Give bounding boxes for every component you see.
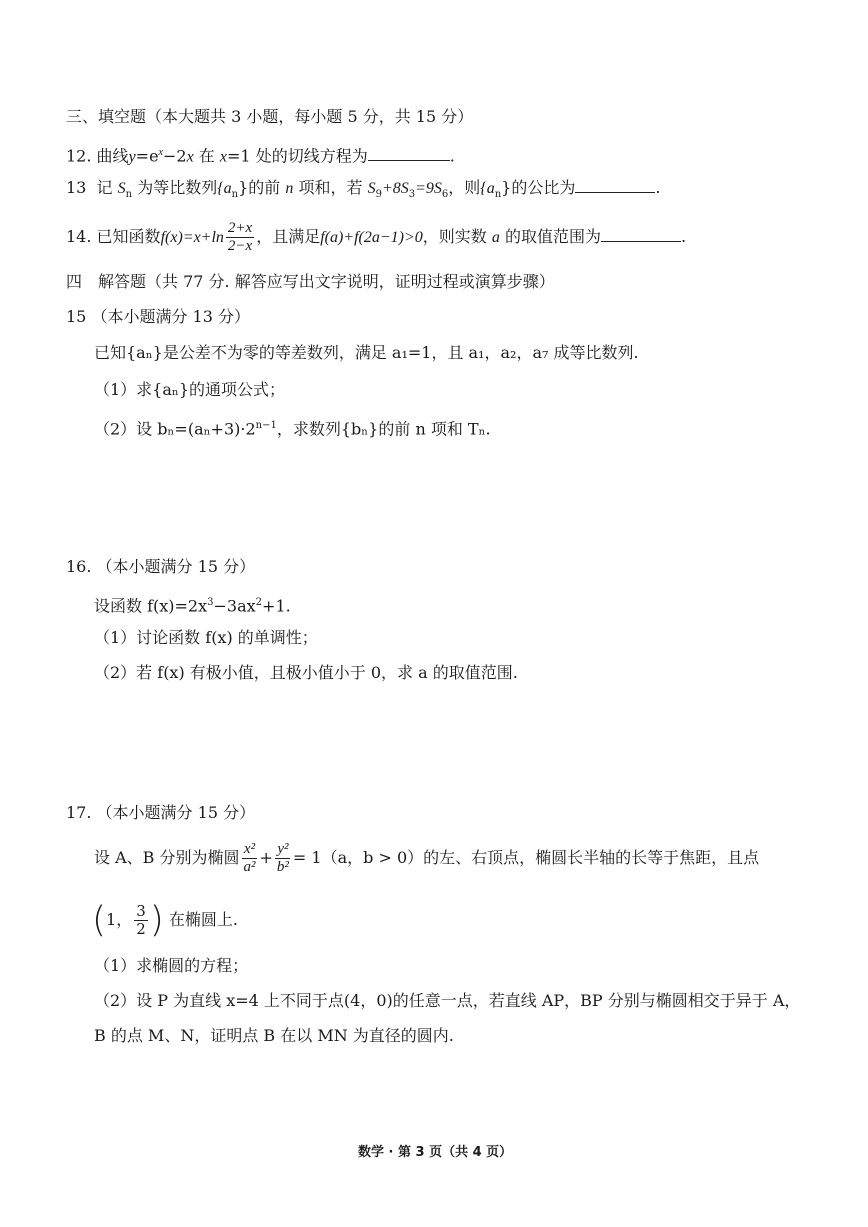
q12-text3: =1 处的切线方程为 bbox=[227, 146, 368, 166]
q13-var: S bbox=[117, 180, 126, 197]
q17-score: （本小题满分 15 分） bbox=[96, 803, 256, 822]
q14-text2: ，且满足 bbox=[256, 227, 321, 246]
q13-s6-sub: 6 bbox=[441, 189, 449, 201]
q15-part2-sup: n−1 bbox=[255, 420, 277, 431]
q14-frac-num: 2+x bbox=[227, 220, 253, 236]
q13-seq-sub: n bbox=[231, 189, 239, 201]
q17-pt-num: 3 bbox=[136, 902, 146, 920]
q13-text5: ，则 bbox=[448, 178, 481, 197]
q15-number: 15 bbox=[66, 307, 87, 326]
q17-stem bbox=[94, 836, 759, 880]
q16-stem bbox=[94, 593, 291, 616]
q14-text3: ，则实数 bbox=[422, 227, 487, 246]
q13-s6: =9S bbox=[415, 180, 442, 197]
q14-number: 14. bbox=[66, 227, 92, 246]
q14-text4: 的取值范围为 bbox=[505, 227, 602, 246]
q17-frac-y bbox=[275, 841, 291, 876]
q13-text4: 项和，若 bbox=[298, 178, 363, 197]
q12-number: 12. bbox=[66, 146, 92, 166]
q13-text6: 的公比为 bbox=[511, 178, 576, 197]
q14-eq: =x+ln bbox=[182, 229, 224, 246]
q17-point: (1， $\frac{3}{2}$ ) 在椭圆上. bbox=[92, 899, 239, 941]
q17-y2: y² bbox=[277, 841, 289, 857]
q16-number: 16. bbox=[66, 557, 92, 576]
q17-stem-b: = 1（a，b > 0）的左、右顶点，椭圆长半轴的长等于焦距，且点 bbox=[292, 848, 760, 867]
q12-var2: x bbox=[186, 148, 194, 166]
q13-var-n: n bbox=[285, 180, 294, 197]
q14-end: . bbox=[681, 227, 687, 246]
q17-frac-x bbox=[242, 841, 258, 876]
q14-fx: f(x) bbox=[160, 229, 183, 246]
q13-seq: {a bbox=[217, 180, 232, 197]
q12-eq: =e bbox=[135, 146, 159, 166]
q16-sup1: 3 bbox=[207, 597, 214, 608]
q17-part2-line2: B 的点 M、N，证明点 B 在以 MN 为直径的圆内. bbox=[94, 1026, 454, 1045]
q17-stem-a: 设 A、B 分别为椭圆 bbox=[94, 848, 240, 867]
q16-part1: （1）讨论函数 f(x) 的单调性； bbox=[94, 628, 318, 647]
q16-header bbox=[66, 557, 255, 577]
q17-number: 17. bbox=[66, 803, 92, 822]
q15-part2-b: ，求数列{bₙ}的前 n 项和 Tₙ. bbox=[276, 419, 491, 439]
answer-blank[interactable] bbox=[368, 146, 450, 161]
q16-stem-c: +1. bbox=[262, 596, 291, 616]
q17-x2: x² bbox=[243, 841, 256, 857]
q17-pt-den: 2 bbox=[136, 920, 146, 938]
q12-text: 曲线 bbox=[96, 146, 129, 166]
q14-cond: f(a)+f(2a−1)>0 bbox=[320, 229, 423, 246]
q17-pt-a: 1， bbox=[106, 910, 133, 929]
q16-stem-a: 设函数 f(x)=2x bbox=[94, 596, 208, 616]
q16-score: （本小题满分 15 分） bbox=[96, 557, 256, 576]
section3-title: 三、填空题（本大题共 3 小题，每小题 5 分，共 15 分） bbox=[66, 107, 474, 126]
question-14 bbox=[66, 218, 686, 257]
q13-seq2-sub: n bbox=[494, 189, 502, 201]
question-12 bbox=[66, 143, 455, 167]
q12-var3: x bbox=[219, 148, 228, 166]
section4-title: 四 解答题（共 77 分. 解答应写出文字说明，证明过程或演算步骤） bbox=[66, 272, 555, 291]
q13-seq2: {a bbox=[480, 180, 495, 197]
q17-stem-c: 在椭圆上. bbox=[168, 910, 239, 929]
q15-header bbox=[66, 307, 250, 327]
q15-part2-a: （2）设 bₙ=(aₙ+3)·2 bbox=[94, 419, 256, 439]
q17-part1: （1）求椭圆的方程； bbox=[94, 956, 249, 975]
q13-text2: 为等比数列 bbox=[137, 178, 218, 197]
q17-a2: a² bbox=[243, 859, 256, 875]
q17-plus: + bbox=[259, 848, 273, 867]
q13-number: 13 bbox=[66, 178, 87, 197]
q13-end: . bbox=[655, 178, 661, 197]
q13-seq2-end: } bbox=[501, 178, 512, 197]
q14-fraction bbox=[226, 220, 254, 255]
q13-s9: S bbox=[367, 180, 376, 197]
q16-sup2: 2 bbox=[255, 597, 263, 608]
q14-text: 已知函数 bbox=[96, 227, 161, 246]
q13-text: 记 bbox=[96, 178, 113, 197]
answer-blank[interactable] bbox=[575, 178, 655, 193]
page-footer: 数学 · 第 3 页（共 4 页） bbox=[358, 1145, 513, 1160]
q13-s3: +8S bbox=[381, 180, 409, 197]
q13-text3: 的前 bbox=[248, 178, 281, 197]
q15-part2 bbox=[94, 416, 491, 439]
q14-frac-den: 2−x bbox=[227, 238, 253, 254]
q12-exp: x bbox=[158, 147, 163, 158]
q16-stem-b: −3ax bbox=[213, 596, 256, 616]
q15-score: （本小题满分 13 分） bbox=[91, 307, 250, 326]
q16-part2: （2）若 f(x) 有极小值，且极小值小于 0，求 a 的取值范围. bbox=[94, 663, 518, 682]
q17-header bbox=[66, 803, 255, 823]
q17-frac-pt bbox=[134, 903, 148, 938]
q12-end: . bbox=[449, 146, 455, 166]
question-13 bbox=[66, 178, 660, 205]
q12-eq2: −2 bbox=[163, 146, 187, 166]
q15-stem: 已知{aₙ}是公差不为零的等差数列，满足 a₁=1，且 a₁，a₂，a₇ 成等比数列. bbox=[94, 343, 639, 362]
q12-text2: 在 bbox=[198, 146, 215, 166]
answer-blank[interactable] bbox=[601, 227, 681, 242]
q15-part1: （1）求{aₙ}的通项公式； bbox=[94, 380, 286, 399]
q13-sub: n bbox=[125, 189, 133, 201]
q13-seq-end: } bbox=[238, 178, 249, 197]
q17-b2: b² bbox=[276, 859, 289, 875]
q13-s9-sub: 9 bbox=[375, 189, 382, 201]
q12-var: y bbox=[128, 148, 136, 166]
q14-var-a: a bbox=[491, 229, 500, 246]
q17-part2-line1: （2）设 P 为直线 x=4 上不同于点(4，0)的任意一点，若直线 AP，BP 分别与椭圆相交于异于 A， bbox=[94, 991, 801, 1010]
q13-s3-sub: 3 bbox=[408, 189, 416, 201]
